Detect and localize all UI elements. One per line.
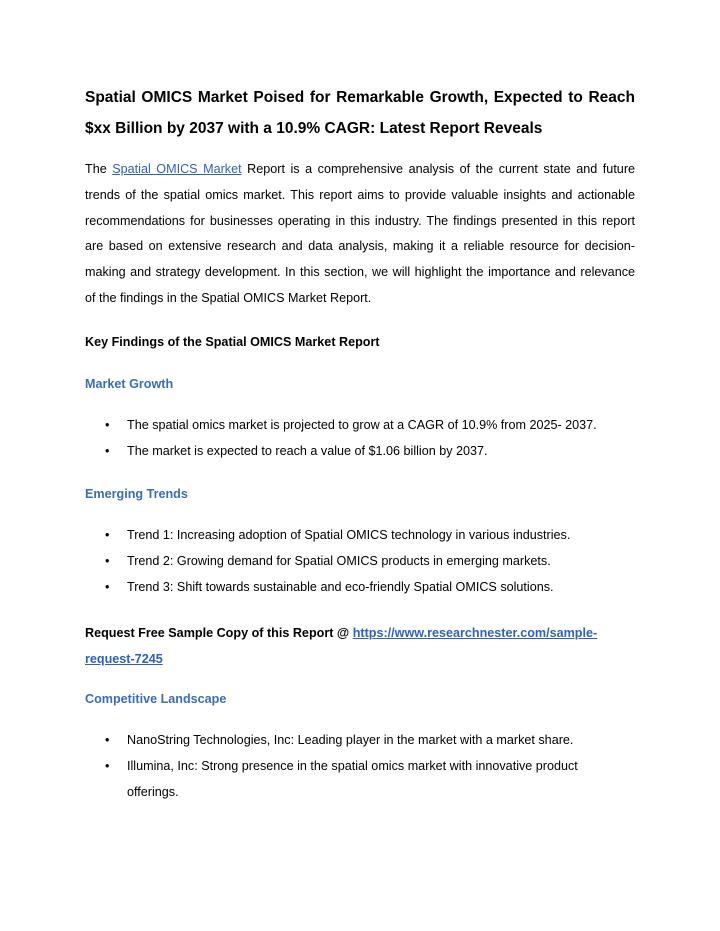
intro-prefix: The: [85, 162, 113, 176]
list-item: [85, 413, 597, 439]
list-item: [85, 728, 597, 754]
list-item: [85, 754, 597, 806]
market-growth-heading: Market Growth: [85, 377, 174, 391]
key-findings-heading: Key Findings of the Spatial OMICS Market Report: [85, 335, 380, 349]
request-sample-line: [85, 620, 635, 672]
intro-paragraph: [85, 157, 635, 312]
bullet-icon: •: [105, 443, 110, 458]
list-item: [85, 575, 597, 601]
document-title: Spatial OMICS Market Poised for Remarkable Growth, Expected to Reach $xx Billion by 2037 with a 10.9% CAGR: Latest Report Reveals: [85, 89, 635, 137]
spatial-omics-market-link[interactable]: Spatial OMICS Market: [112, 162, 242, 176]
list-item: [85, 523, 597, 549]
list-item: [85, 439, 597, 465]
request-label: Request Free Sample Copy of this Report @: [85, 626, 353, 640]
bullet-icon: •: [105, 553, 110, 568]
list-item-text: Trend 2: Growing demand for Spatial OMICS products in emerging markets.: [127, 553, 551, 568]
list-item: [85, 549, 597, 575]
bullet-icon: •: [105, 528, 110, 542]
list-item-text: The spatial omics market is projected to grow at a CAGR of 10.9% from 2025- 2037.: [127, 418, 597, 432]
bullet-icon: •: [105, 579, 110, 594]
emerging-trends-heading: Emerging Trends: [85, 487, 188, 501]
competitive-landscape-list: [85, 728, 635, 805]
list-item-text: Trend 3: Shift towards sustainable and eco-friendly Spatial OMICS solutions.: [127, 579, 554, 594]
list-item-text: Trend 1: Increasing adoption of Spatial OMICS technology in various industries.: [127, 528, 571, 542]
bullet-icon: •: [105, 733, 110, 747]
list-item-text: NanoString Technologies, Inc: Leading player in the market with a market share.: [127, 733, 574, 747]
bullet-icon: •: [105, 758, 110, 773]
competitive-landscape-heading: Competitive Landscape: [85, 692, 227, 706]
list-item-text: The market is expected to reach a value of $1.06 billion by 2037.: [127, 443, 488, 458]
market-growth-list: [85, 413, 635, 465]
intro-suffix: Report is a comprehensive analysis of the current state and future trends of the spatial omics market. This report aims to provide valuable insights and actionable recommendations for businesses operating in this industry. The findings presented in this report are based on extensive research and data analysis, making it a reliable resource for decision-making and strategy development. In this section, we will highlight the importance and relevance of the findings in the Spatial OMICS Market Report.: [85, 162, 636, 305]
bullet-icon: •: [105, 418, 110, 432]
request-sample-link[interactable]: https://www.researchnester.com/sample-request-7245: [85, 626, 598, 666]
emerging-trends-list: [85, 523, 635, 600]
list-item-text: Illumina, Inc: Strong presence in the spatial omics market with innovative product offerings.: [127, 758, 578, 799]
